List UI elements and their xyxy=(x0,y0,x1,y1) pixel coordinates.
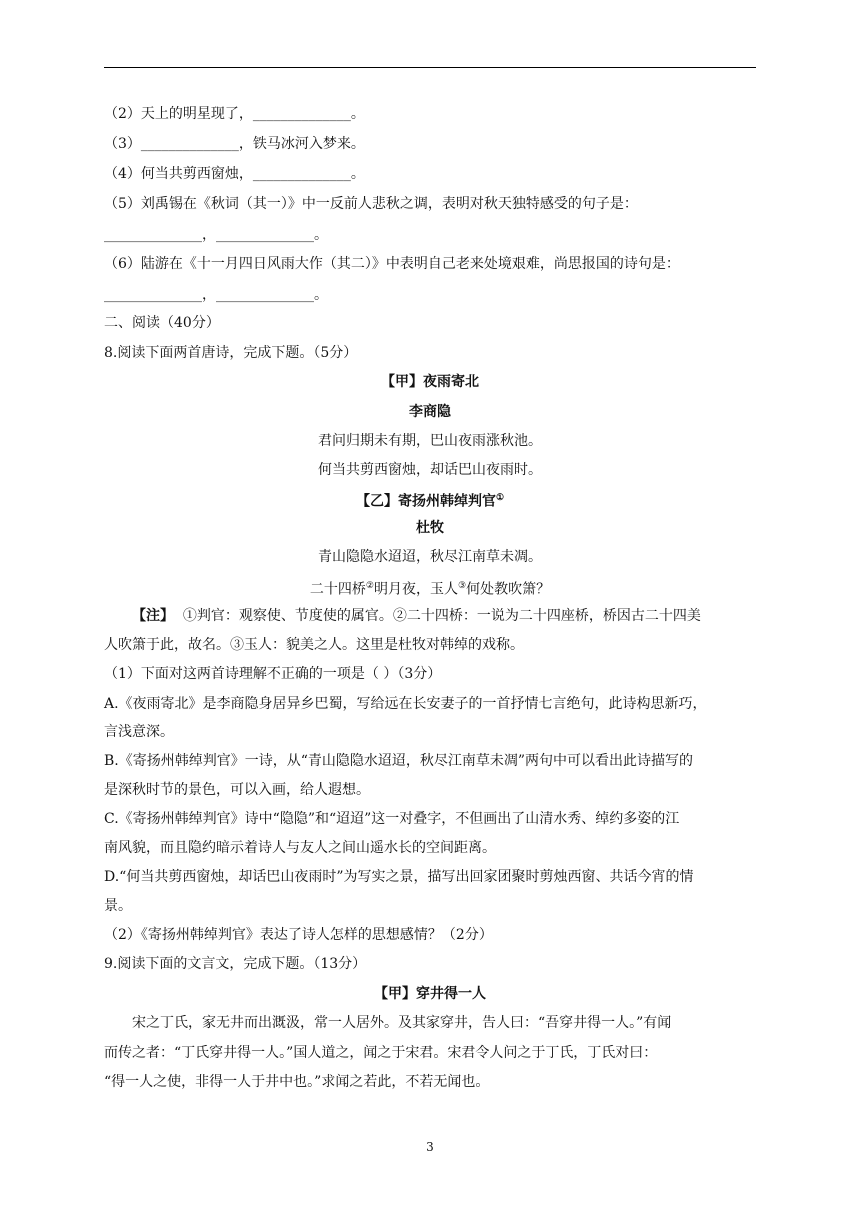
poem-b-author: 杜牧 xyxy=(416,520,444,536)
poem-a-author: 李商隐 xyxy=(409,404,451,420)
note-line-2: 人吹箫于此，故名。③玉人：貌美之人。这里是杜牧对韩绰的戏称。 xyxy=(104,637,524,653)
option-d-line-2: 景。 xyxy=(104,898,132,914)
page-number: 3 xyxy=(426,1140,434,1154)
option-c-line-1: C.《寄扬州韩绰判官》诗中“隐隐”和“迢迢”这一对叠字，不但画出了山清水秀、绰约多姿的江 xyxy=(104,811,680,827)
poem-a-line-1: 君问归期未有期，巴山夜雨涨秋池。 xyxy=(318,433,542,449)
option-a-line-2: 言浅意深。 xyxy=(104,724,174,740)
option-d-line-1: D.“何当共剪西窗烛，却话巴山夜雨时”为写实之景，描写出回家团聚时剪烛西窗、共话今宵的情 xyxy=(104,869,694,885)
poem-b-line-1: 青山隐隐水迢迢，秋尽江南草未凋。 xyxy=(318,549,542,565)
poem-b-line-2-part-1: 二十四桥 xyxy=(309,581,366,598)
option-a-line-1: A.《夜雨寄北》是李商隐身居异乡巴蜀，写给远在长安妻子的一首抒情七言绝句，此诗构思新巧， xyxy=(104,696,707,712)
footnote-marker-2: ② xyxy=(365,581,374,591)
passage-a-title: 【甲】穿井得一人 xyxy=(374,986,486,1002)
q7-item-6-blanks: ______________，______________。 xyxy=(104,287,328,303)
q7-item-5-blanks: ______________，______________。 xyxy=(104,227,328,243)
q7-item-4: （4）何当共剪西窗烛，______________。 xyxy=(104,166,365,182)
q7-item-3: （3）______________，铁马冰河入梦来。 xyxy=(104,136,365,152)
q8-prompt: 8.阅读下面两首唐诗，完成下题。（5分） xyxy=(104,345,358,361)
poem-a-title: 【甲】夜雨寄北 xyxy=(381,374,479,390)
header-rule xyxy=(104,67,756,68)
passage-line-1: 宋之丁氏，家无井而出溉汲，常一人居外。及其家穿井，告人曰：“吾穿井得一人。”有闻 xyxy=(132,1015,672,1031)
passage-line-2: 而传之者：“丁氏穿井得一人。”国人道之，闻之于宋君。宋君令人问之于丁氏，丁氏对曰： xyxy=(104,1045,658,1061)
option-b-line-1: B.《寄扬州韩绰判官》一诗，从“青山隐隐水迢迢，秋尽江南草未凋”两句中可以看出此诗描写的 xyxy=(104,753,694,769)
poem-a-line-2: 何当共剪西窗烛，却话巴山夜雨时。 xyxy=(318,462,542,478)
section-heading: 二、阅读（40分） xyxy=(104,315,220,331)
poem-b-title-text: 【乙】寄扬州韩绰判官 xyxy=(355,493,496,510)
passage-line-3: “得一人之使，非得一人于井中也。”求闻之若此，不若无闻也。 xyxy=(104,1074,490,1090)
option-b-line-2: 是深秋时节的景色，可以入画，给人遐想。 xyxy=(104,782,370,798)
q7-item-2: （2）天上的明星现了，______________。 xyxy=(104,106,365,122)
option-c-line-2: 南风貌，而且隐约暗示着诗人与友人之间山遥水长的空间距离。 xyxy=(104,840,496,856)
q9-prompt: 9.阅读下面的文言文，完成下题。（13分） xyxy=(104,956,367,972)
poem-b-line-2 xyxy=(104,576,756,600)
footnote-marker-1: ① xyxy=(495,493,505,503)
q8-sub-2: （2）《寄扬州韩绰判官》表达了诗人怎样的思想感情？（2分） xyxy=(104,927,493,943)
q7-item-5: （5）刘禹锡在《秋词（其一）》中一反前人悲秋之调，表明对秋天独特感受的句子是： xyxy=(104,196,638,212)
note-line-1 xyxy=(132,606,701,626)
note-label: 【注】 xyxy=(132,608,174,624)
poem-b-title xyxy=(104,488,756,512)
poem-b-line-2-part-2: 明月夜，玉人 xyxy=(374,581,458,598)
note-text-1: ①判官：观察使、节度使的属官。②二十四桥：一说为二十四座桥，桥因古二十四美 xyxy=(182,608,701,624)
q8-sub-1: （1）下面对这两首诗理解不正确的一项是（ ）（3分） xyxy=(104,666,442,682)
footnote-marker-3: ③ xyxy=(458,581,467,591)
poem-b-line-2-part-3: 何处教吹箫？ xyxy=(466,581,551,598)
q7-item-6: （6）陆游在《十一月四日风雨大作（其二）》中表明自己老来处境艰难，尚思报国的诗句是： xyxy=(104,256,680,272)
